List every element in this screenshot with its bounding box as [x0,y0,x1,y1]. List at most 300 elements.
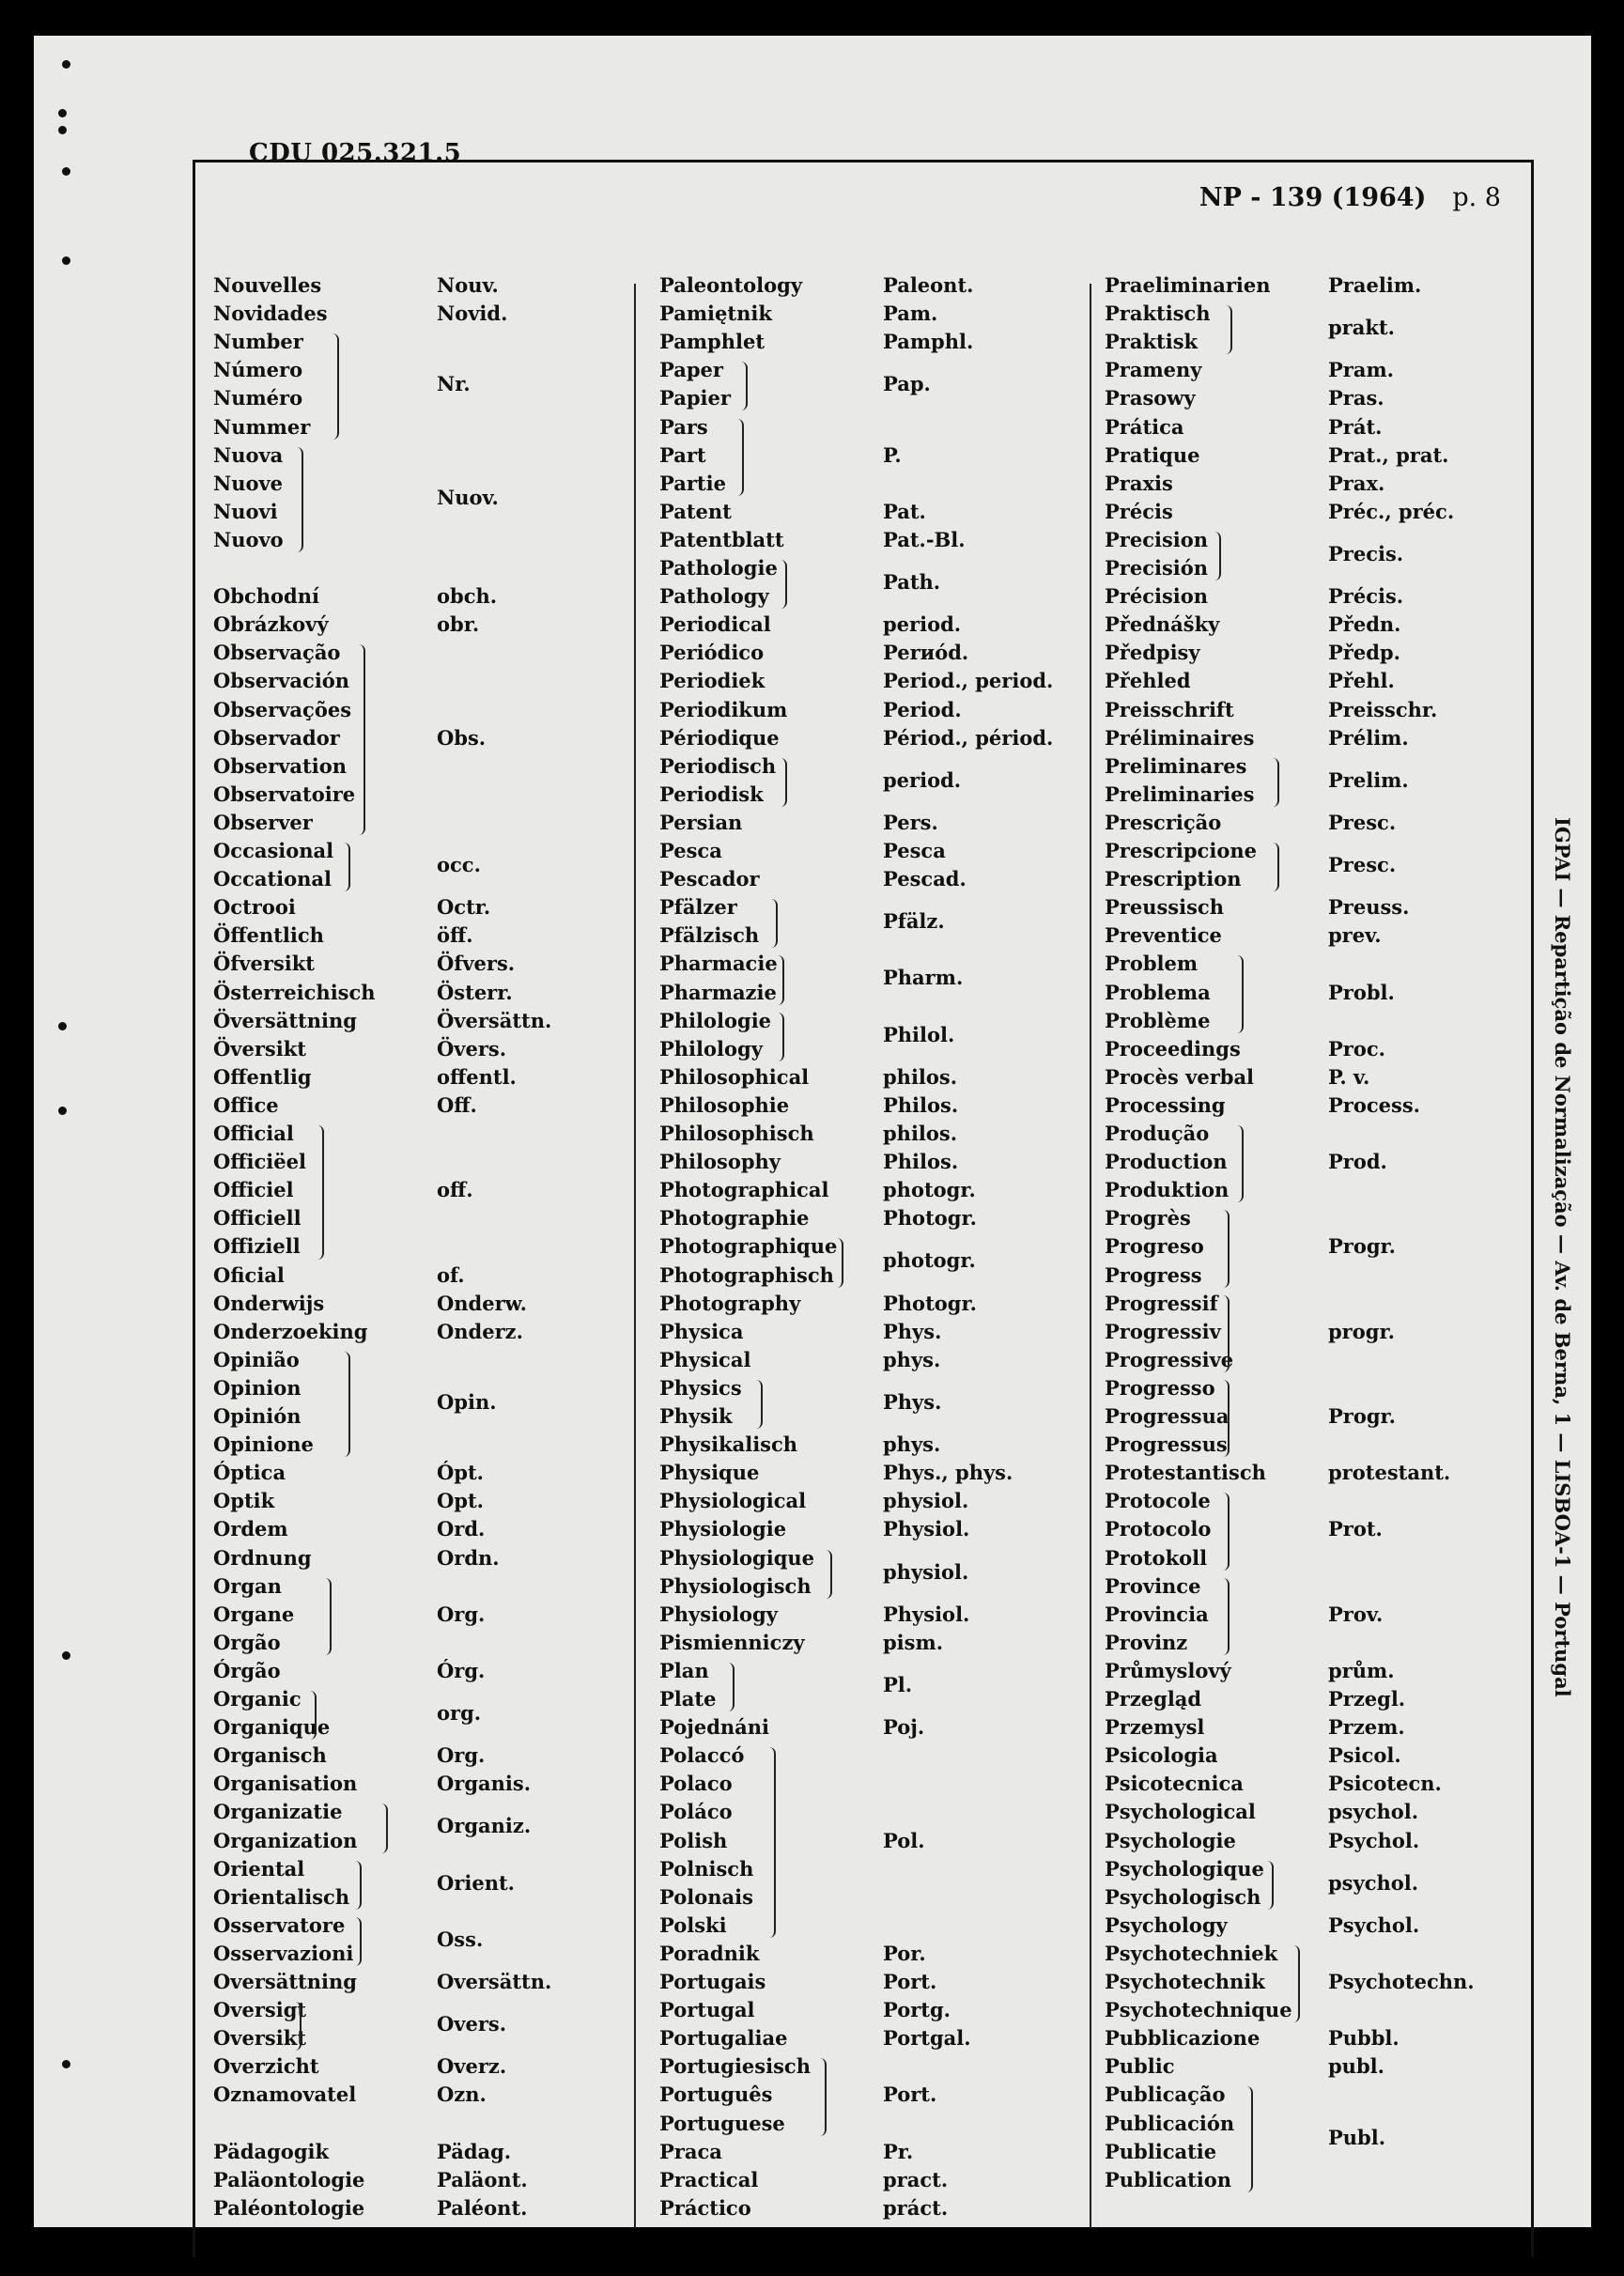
term-entry: Philosophie [659,1092,790,1117]
term-entry: Polnisch [659,1856,754,1881]
bracket-line [819,2058,827,2135]
abbreviation: Précis. [1328,584,1404,609]
bracket-line [324,1578,332,1655]
term-entry: Poradnik [659,1941,760,1965]
abbreviation: Pol. [883,1828,925,1852]
abbreviation: Pfälz. [883,909,945,934]
abbreviation: Portgal. [883,2026,971,2051]
term-entry: Psicotecnica [1105,1772,1244,1796]
term-entry: Praeliminarien [1105,273,1271,297]
term-entry: Observador [213,725,340,750]
abbreviation: Overs. [437,2012,507,2036]
abbreviation: Perиód. [883,641,969,665]
term-entry: Pharmacie [659,952,778,976]
bracket-line [358,644,365,835]
abbreviation: Pam. [883,302,938,326]
bracket-line [740,362,748,410]
punch-hole [62,256,70,265]
bracket-line [1245,2086,1253,2191]
term-entry: Pathologie [659,556,778,580]
term-entry: Psychotechnique [1105,1998,1292,2022]
page-number: p. 8 [1452,183,1501,212]
term-entry: Precision [1105,527,1209,551]
term-entry: Pathology [659,584,769,609]
term-entry: Part [659,442,706,467]
term-entry: Progressif [1105,1291,1218,1315]
punch-hole [62,167,70,176]
term-entry: Processing [1105,1092,1226,1117]
term-entry: Progressiv [1105,1319,1221,1343]
term-entry: Pamphlet [659,330,766,354]
term-entry: Offiziell [213,1234,301,1259]
bracket-line [1222,1295,1230,1372]
abbreviation: Port. [883,1970,937,1993]
term-entry: Ordnung [213,1545,312,1570]
punch-hole [62,60,70,69]
abbreviation: Philol. [883,1022,955,1046]
term-entry: Préliminaires [1105,725,1255,750]
term-entry: Öffentlich [213,923,324,948]
abbreviation: Préc., préc. [1328,499,1455,523]
term-entry: Public [1105,2054,1175,2079]
term-entry: Protocole [1105,1489,1211,1513]
bracket-line [1222,1210,1230,1287]
abbreviation: Obs. [437,725,487,750]
term-entry: Observación [213,669,350,693]
term-entry: Periodisch [659,753,777,778]
abbreviation: Předn. [1328,612,1401,637]
bracket-line [354,1861,362,1910]
term-entry: Overzicht [213,2054,319,2079]
bracket-line [343,1352,350,1457]
term-entry: Précis [1105,499,1173,523]
term-entry: Organique [213,1715,331,1740]
term-entry: Preliminaries [1105,782,1255,806]
term-entry: Psychologique [1105,1856,1264,1881]
term-entry: Översättning [213,1008,357,1032]
term-entry: Observer [213,810,313,834]
abbreviation: Probl. [1328,980,1395,1004]
bracket-line [309,1691,317,1740]
term-entry: Occasional [213,839,334,862]
abbreviation: period. [883,612,962,637]
term-entry: Översikt [213,1036,306,1061]
term-entry: Organisch [213,1743,327,1768]
bracket-line [1266,1861,1274,1910]
term-entry: Prameny [1105,358,1202,382]
abbreviation: occ. [437,853,481,877]
term-entry: Nuovo [213,527,284,551]
column-divider [634,284,636,2228]
abbreviation: Prax. [1328,471,1385,495]
abbreviation: Org. [437,1602,486,1626]
term-entry: Polaco [659,1772,733,1796]
bracket-line [317,1125,324,1260]
bracket-line [1222,1380,1230,1457]
term-entry: Production [1105,1150,1228,1174]
term-entry: Psicologia [1105,1743,1218,1768]
abbreviation: philos. [883,1122,958,1145]
term-entry: Protestantisch [1105,1461,1266,1485]
term-entry: Ordem [213,1517,288,1541]
abbreviation: progr. [1328,1319,1395,1343]
bracket-line [1272,843,1279,891]
term-entry: Observatoire [213,782,356,806]
bracket-line [1214,532,1221,581]
term-entry: Observação [213,641,341,665]
abbreviation: phys. [883,1347,941,1371]
term-entry: Organ [213,1573,282,1598]
term-entry: Praca [659,2139,722,2163]
term-entry: Onderzoeking [213,1319,368,1343]
abbreviation: Nouv. [437,273,499,297]
abbreviation: Przem. [1328,1715,1405,1740]
term-entry: Prescription [1105,867,1242,891]
abbreviation: Österr. [437,980,513,1004]
abbreviation: protestant. [1328,1461,1451,1485]
bracket-line [1236,1125,1244,1202]
term-entry: Polaccó [659,1743,745,1768]
abbreviation: Prot. [1328,1517,1383,1541]
term-entry: Oversikt [213,2026,306,2051]
abbreviation: Precis. [1328,541,1404,565]
abbreviation: Presc. [1328,810,1397,834]
term-entry: Periodical [659,612,771,637]
abbreviation: Przegl. [1328,1687,1406,1711]
abbreviation: Process. [1328,1092,1420,1117]
punch-hole [58,1022,67,1030]
abbreviation: Physiol. [883,1602,970,1626]
abbreviation: Progr. [1328,1234,1396,1259]
abbreviation: Onderw. [437,1291,527,1315]
punch-hole [62,1651,70,1660]
abbreviation: Öfvers. [437,952,516,976]
term-entry: Öfversikt [213,952,316,976]
abbreviation: psychol. [1328,1800,1419,1824]
term-entry: Périodique [659,725,780,750]
term-entry: Przegląd [1105,1687,1202,1711]
term-entry: Psychologie [1105,1828,1236,1852]
abbreviation: Publ. [1328,2125,1386,2149]
bracket-line [1236,955,1244,1032]
term-entry: Oversättning [213,1970,357,1993]
term-entry: Nuova [213,442,284,467]
term-entry: Provincia [1105,1602,1209,1626]
abbreviation: off. [437,1178,473,1202]
term-entry: Organizatie [213,1800,343,1824]
abbreviation: Pescad. [883,867,967,891]
term-entry: Orgão [213,1630,281,1654]
term-entry: Produção [1105,1122,1210,1145]
term-entry: Novidades [213,302,328,326]
abbreviation: of. [437,1262,465,1287]
term-entry: Přednášky [1105,612,1220,637]
term-entry: Précision [1105,584,1209,609]
term-entry: Patent [659,499,732,523]
abbreviation: Poj. [883,1715,925,1740]
term-entry: Psychological [1105,1800,1256,1824]
term-entry: Proceedings [1105,1036,1241,1061]
term-entry: Práctico [659,2195,751,2220]
term-entry: Pesca [659,839,722,862]
abbreviation: Périod., périod. [883,725,1054,750]
abbreviation: org. [437,1701,482,1726]
sidebar-address-text: IGPAI — Repartição de Normalização — Av. de Berna, 1 — LISBOA-1 — Portugal [1551,817,1574,1697]
bracket-line [1225,305,1232,354]
term-entry: Physics [659,1375,742,1400]
bracket-line [780,560,787,609]
term-entry: Przemysl [1105,1715,1205,1740]
term-entry: Officiell [213,1206,302,1231]
term-entry: Portuguese [659,2111,785,2135]
bracket-line [777,1013,784,1061]
abbreviation: Overz. [437,2054,507,2079]
abbreviation: Pharm. [883,966,964,990]
abbreviation: Pädag. [437,2139,512,2163]
abbreviation: Phys. [883,1389,942,1414]
abbreviation: Progr. [1328,1404,1396,1428]
term-entry: Pfälzisch [659,923,760,948]
term-entry: Organisation [213,1772,358,1796]
term-entry: Numéro [213,386,303,410]
abbreviation: Nuov. [437,485,499,509]
term-entry: Photographical [659,1178,829,1202]
term-entry: Philosophisch [659,1122,814,1145]
term-entry: Officiëel [213,1150,306,1174]
abbreviation: Onderz. [437,1319,523,1343]
term-entry: Physiologique [659,1545,815,1570]
abbreviation: Předp. [1328,641,1400,665]
abbreviation: prev. [1328,923,1382,948]
term-entry: Polski [659,1912,727,1937]
bracket-line [332,333,339,439]
abbreviation: Oversättn. [437,1970,552,1993]
term-entry: Practical [659,2167,759,2191]
term-entry: Organization [213,1828,358,1852]
abbreviation: Paläont. [437,2167,528,2191]
term-entry: Opinião [213,1347,300,1371]
term-entry: Preliminares [1105,753,1247,778]
abbreviation: phys. [883,1432,941,1457]
term-entry: Philology [659,1036,763,1061]
term-entry: Protokoll [1105,1545,1208,1570]
term-entry: Progressua [1105,1404,1230,1428]
abbreviation: photogr. [883,1248,976,1273]
term-entry: Paleontology [659,273,803,297]
abbreviation: Period. [883,697,962,721]
term-entry: Progrès [1105,1206,1191,1231]
term-entry: Psychotechniek [1105,1941,1278,1965]
term-entry: Nouvelles [213,273,322,297]
term-entry: Oversigt [213,1998,307,2022]
term-entry: Prática [1105,414,1184,439]
term-entry: Pharmazie [659,980,777,1004]
term-entry: Photographisch [659,1262,834,1287]
abbreviation: Ozn. [437,2082,487,2107]
term-entry: Philologie [659,1008,772,1032]
abbreviation: Pat. [883,499,926,523]
term-entry: Physiology [659,1602,778,1626]
term-entry: Osservazioni [213,1941,354,1965]
term-entry: Partie [659,471,726,495]
term-entry: Oficial [213,1262,285,1287]
abbreviation: Novid. [437,302,508,326]
term-entry: Pratique [1105,442,1200,467]
abbreviation: Photogr. [883,1291,977,1315]
term-entry: Official [213,1122,294,1145]
bracket-line [380,1804,388,1852]
term-entry: Polonais [659,1884,753,1909]
term-entry: Praktisch [1105,302,1211,326]
abbreviation: offentl. [437,1064,517,1089]
term-entry: Physique [659,1461,760,1485]
bracket-line [736,419,744,496]
term-entry: Paper [659,358,723,382]
bracket-line [354,1917,362,1966]
abbreviation: práct. [883,2195,949,2220]
abbreviation: physiol. [883,1559,969,1584]
term-entry: Publicación [1105,2111,1235,2135]
term-entry: Officiel [213,1178,294,1202]
abbreviation: obch. [437,584,498,609]
abbreviation: Ordn. [437,1545,500,1570]
term-entry: Praktisk [1105,330,1199,354]
term-entry: Português [659,2082,773,2107]
term-entry: Paléontologie [213,2195,365,2220]
abbreviation: Prát. [1328,414,1383,439]
abbreviation: Pl. [883,1672,913,1696]
abbreviation: philos. [883,1064,958,1089]
abbreviation: Översättn. [437,1008,552,1032]
term-entry: Portugal [659,1998,755,2022]
abbreviation: Prat., prat. [1328,442,1449,467]
bracket-line [825,1550,832,1599]
abbreviation: Port. [883,2082,937,2107]
term-entry: Obchodní [213,584,319,609]
abbreviation: Orient. [437,1870,515,1895]
term-entry: Progress [1105,1262,1202,1287]
abbreviation: Pat.-Bl. [883,527,966,551]
abbreviation: Psychol. [1328,1828,1420,1852]
bracket-line [755,1380,763,1429]
abbreviation: Proc. [1328,1036,1385,1061]
term-entry: Periódico [659,641,765,665]
term-entry: Procès verbal [1105,1064,1255,1089]
term-entry: Oznamovatel [213,2082,357,2107]
abbreviation: Órg. [437,1658,486,1682]
term-entry: Psychotechnik [1105,1970,1265,1993]
term-entry: Optik [213,1489,275,1513]
abbreviation: Period., period. [883,669,1054,693]
term-entry: Prescrição [1105,810,1222,834]
term-entry: Órgão [213,1658,281,1682]
abbreviation: Psicotecn. [1328,1772,1442,1796]
term-entry: Office [213,1092,279,1117]
term-entry: Progressus [1105,1432,1228,1457]
punch-hole [58,109,67,117]
term-entry: Osservatore [213,1912,346,1937]
term-entry: Preussisch [1105,895,1224,920]
term-entry: Opinione [213,1432,314,1457]
abbreviation: öff. [437,923,473,948]
abbreviation: Pamphl. [883,330,974,354]
abbreviation: Pras. [1328,386,1384,410]
abbreviation: Opin. [437,1389,497,1414]
abbreviation: Phys. [883,1319,942,1343]
abbreviation: pract. [883,2167,949,2191]
term-entry: Nummer [213,414,311,439]
term-entry: Physiologisch [659,1573,812,1598]
abbreviation: Opt. [437,1489,484,1513]
bracket-line [1222,1578,1230,1655]
abbreviation: Por. [883,1941,926,1965]
term-entry: Protocolo [1105,1517,1212,1541]
term-entry: Óptica [213,1461,286,1485]
abbreviation: Preuss. [1328,895,1410,920]
term-entry: Papier [659,386,731,410]
term-entry: Problème [1105,1008,1211,1032]
bracket-line [1272,758,1279,807]
abbreviation: Prov. [1328,1602,1384,1626]
term-entry: Psychologisch [1105,1884,1261,1909]
term-entry: Publicatie [1105,2139,1217,2163]
term-entry: Octrooi [213,895,296,920]
abbreviation: Philos. [883,1092,959,1117]
term-entry: Province [1105,1573,1201,1598]
term-entry: Provinz [1105,1630,1188,1654]
term-entry: Praxis [1105,471,1173,495]
term-entry: Pubblicazione [1105,2026,1261,2051]
term-entry: Periodiek [659,669,766,693]
abbreviation: publ. [1328,2054,1384,2079]
bracket-line [727,1663,735,1711]
bracket-line [1222,1493,1230,1570]
abbreviation: Path. [883,570,941,595]
term-entry: Periodikum [659,697,788,721]
abbreviation: Psicol. [1328,1743,1401,1768]
term-entry: Paläontologie [213,2167,365,2191]
term-entry: Progressive [1105,1347,1234,1371]
punch-hole [62,2060,70,2068]
term-entry: Opinion [213,1375,302,1400]
abbreviation: Prod. [1328,1150,1387,1174]
abbreviation: Paleont. [883,273,974,297]
bracket-line [294,2002,302,2051]
abbreviation: Pram. [1328,358,1394,382]
term-entry: Onderwijs [213,1291,325,1315]
term-entry: Physiologie [659,1517,787,1541]
standard-header [1199,183,1501,212]
abbreviation: Ord. [437,1517,486,1541]
bracket-line [777,955,784,1004]
term-entry: Pädagogik [213,2139,330,2163]
abbreviation: Praelim. [1328,273,1422,297]
term-entry: Occational [213,867,333,891]
term-entry: Opinión [213,1404,302,1428]
term-entry: Progreso [1105,1234,1204,1259]
term-entry: Physical [659,1347,751,1371]
term-entry: Portugaliae [659,2026,788,2051]
abbreviation: psychol. [1328,1870,1419,1895]
abbreviation: Nr. [437,372,471,396]
term-entry: Number [213,330,303,354]
abbreviation: Org. [437,1743,486,1768]
abbreviation: Presc. [1328,853,1397,877]
standard-number: NP - 139 (1964) [1199,183,1427,212]
bracket-line [836,1238,843,1287]
bracket-line [296,447,303,552]
term-entry: Pojednáni [659,1715,769,1740]
